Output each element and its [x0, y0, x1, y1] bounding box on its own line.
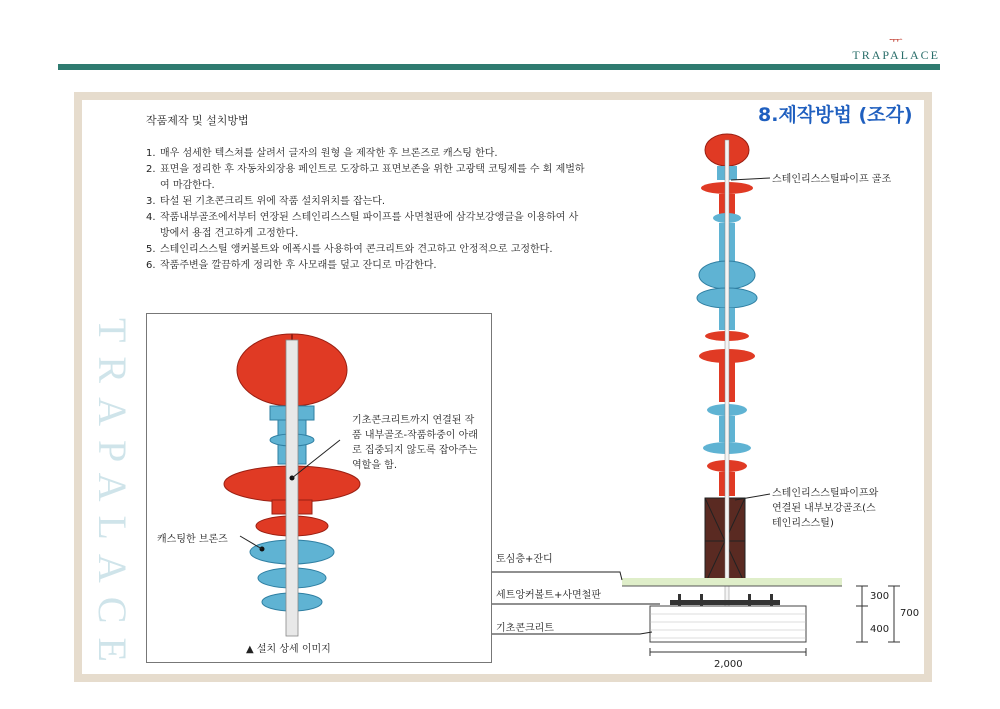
label-inner-frame: 스테인리스스틸파이프와 연결된 내부보강골조(스테인리스스틸): [772, 488, 879, 529]
watermark-text: TRAPALACE: [90, 318, 135, 676]
step-text: 작품내부골조에서부터 연장된 스테인리스스틸 파이프를 사면철판에 삼각보강앵글을 이용하여 사방에서 용접 견고하게 고정한다.: [160, 212, 579, 239]
label-foundation: 기초콘크리트: [496, 623, 554, 634]
label-pipe-frame: 스테인리스스틸파이프 골조: [772, 174, 892, 185]
brand-mark-icon: ᅲ: [888, 33, 904, 49]
detail-sculpture-illustration: [224, 334, 360, 636]
elevation-sculpture-illustration: [622, 134, 900, 656]
step-number: 4.: [146, 212, 156, 223]
step-number: 1.: [146, 148, 156, 159]
detail-annotation-bronze: 캐스팅한 브론즈: [157, 534, 228, 545]
dimension-300: 300: [870, 591, 890, 602]
step-text: 스테인리스스틸 앵커볼트와 에폭시를 사용하여 콘크리트와 견고하고 안정적으로 고정한다.: [160, 244, 553, 255]
step-text: 표면을 정리한 후 자동차외장용 페인트로 도장하고 표면보존을 위한 고광택 코팅제를 수 회 제벌하여 마감한다.: [160, 164, 585, 191]
dimension-700: 700: [900, 608, 920, 619]
step-number: 5.: [146, 244, 156, 255]
step-number: 6.: [146, 260, 156, 271]
detail-annotation-frame: 기초콘크리트까지 연결된 작품 내부골조-작품하중이 아래로 집중되지 않도록 잡아주는 역할을 함.: [352, 415, 478, 471]
step-text: 매우 섬세한 텍스쳐를 살려서 글자의 원형 을 제작한 후 브론즈로 캐스팅 한다.: [160, 148, 498, 159]
section-title: 작품제작 및 설치방법: [146, 114, 249, 127]
step-number: 2.: [146, 164, 156, 175]
step-number: 3.: [146, 196, 156, 207]
dimension-400: 400: [870, 624, 890, 635]
label-soil-grass: 토심층+잔디: [496, 554, 553, 565]
dimension-width: 2,000: [714, 659, 743, 670]
step-text: 작품주변을 깔끔하게 정리한 후 사모래를 덮고 잔디로 마감한다.: [160, 260, 437, 271]
brand-name: TRAPALACE: [852, 48, 940, 62]
label-anchor-plate: 세트앙커볼트+사면철판: [496, 590, 601, 601]
page-title: 8.제작방법 (조각): [758, 104, 913, 126]
step-text: 타설 된 기초콘크리트 위에 작품 설치위치를 잡는다.: [160, 196, 386, 207]
detail-caption: ▲ 설치 상세 이미지: [246, 644, 331, 655]
